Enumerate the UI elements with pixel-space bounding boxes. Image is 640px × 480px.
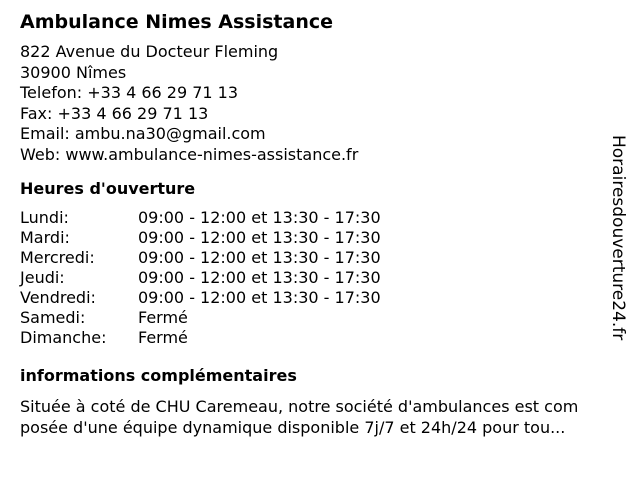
day-label: Vendredi: [20, 288, 96, 307]
email-line: Email: ambu.na30@gmail.com [20, 124, 266, 143]
hours-title: Heures d'ouverture [20, 179, 196, 198]
day-label: Mercredi: [20, 248, 95, 267]
hours-row-friday [20, 288, 610, 308]
time-value: 09:00 - 12:00 et 13:30 - 17:30 [138, 248, 381, 267]
time-value: 09:00 - 12:00 et 13:30 - 17:30 [138, 268, 381, 287]
description-line-1: Située à coté de CHU Caremeau, notre société d'ambulances est com [20, 397, 579, 416]
address-line-2: 30900 Nîmes [20, 62, 127, 82]
hours-row-thursday [20, 268, 610, 288]
day-label: Samedi: [20, 308, 86, 327]
business-name: Ambulance Nimes Assistance [20, 11, 333, 33]
day-label: Lundi: [20, 208, 69, 227]
time-value: 09:00 - 12:00 et 13:30 - 17:30 [138, 228, 381, 247]
address-line-1: 822 Avenue du Docteur Fleming [20, 42, 279, 61]
fax-line: Fax: +33 4 66 29 71 13 [20, 103, 209, 123]
hours-row-tuesday [20, 228, 610, 248]
hours-row-sunday [20, 328, 610, 348]
hours-list [20, 208, 610, 348]
time-value: 09:00 - 12:00 et 13:30 - 17:30 [138, 288, 381, 307]
hours-row-wednesday [20, 248, 610, 268]
web-line: Web: www.ambulance-nimes-assistance.fr [20, 144, 359, 164]
description-line-2: posée d'une équipe dynamique disponible 7j/7 et 24h/24 pour tou... [20, 418, 566, 437]
time-value: 09:00 - 12:00 et 13:30 - 17:30 [138, 208, 381, 227]
day-label: Jeudi: [20, 268, 65, 287]
info-title: informations complémentaires [20, 366, 297, 385]
hours-row-saturday [20, 308, 610, 328]
business-card [20, 10, 610, 438]
info-description [20, 396, 625, 438]
time-value: Fermé [138, 328, 188, 347]
time-value: Fermé [138, 308, 188, 327]
day-label: Mardi: [20, 228, 70, 247]
site-watermark: Horairesdouverture24.fr [608, 135, 628, 341]
phone-line: Telefon: +33 4 66 29 71 13 [20, 83, 239, 102]
day-label: Dimanche: [20, 328, 107, 347]
hours-row-monday [20, 208, 610, 228]
